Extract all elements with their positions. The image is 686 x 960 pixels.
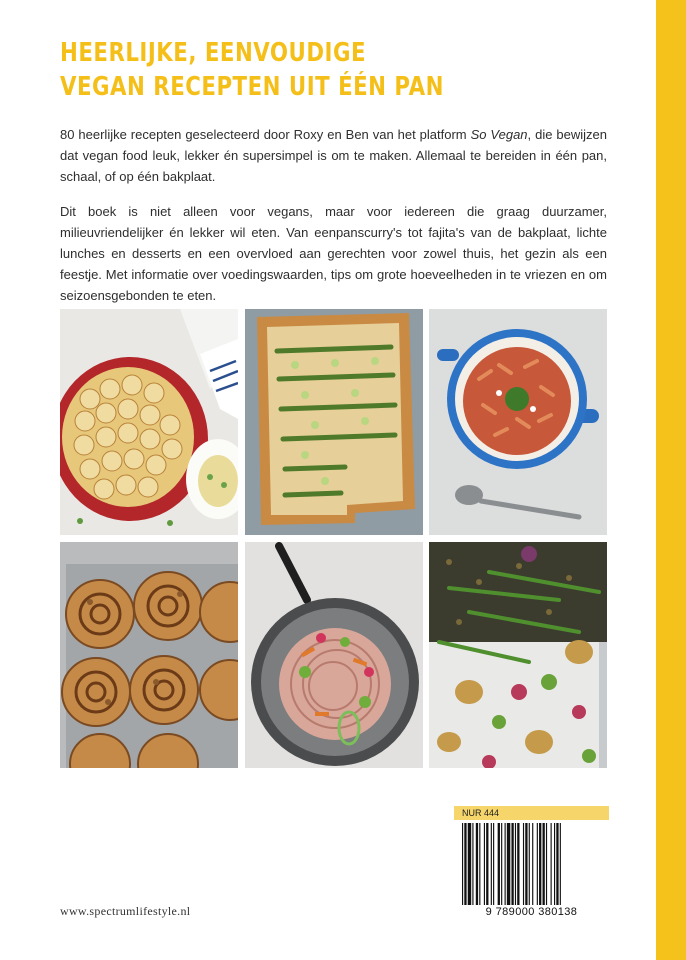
intro-paragraph-2: Dit boek is niet alleen voor vegans, maar voor iedereen die graag duurzamer, milieuvriendelijker én lekker wil eten. Van eenpanscurry's tot fajita's van de bakplaat, lichte lunches en desserts en een overvloed aan gerechten voor zowel thuis, het gezin als een feestje. Met informatie over voedingswaarden, tips om grote hoeveelheden in te vriezen en om seizoensgebonden te eten.	[60, 204, 607, 303]
platform-name: So Vegan	[470, 127, 528, 142]
photo-potato-gratin	[60, 309, 238, 535]
intro-text	[60, 124, 607, 320]
barcode-graphic	[460, 823, 603, 905]
intro-p1-start: 80 heerlijke recepten geselecteerd door Roxy en Ben van het platform	[60, 127, 471, 142]
photo-pasta-pan	[429, 309, 607, 535]
isbn-number: 9 789000 380138	[485, 906, 578, 918]
intro-p1-end: , die bewijzen dat vegan food leuk, lekker én supersimpel is om te maken. Allemaal te bereiden in één pan, schaal, of op één bakplaat.	[60, 127, 607, 184]
intro-paragraph-1	[60, 124, 607, 187]
publisher-website: www.spectrumlifestyle.nl	[60, 904, 191, 918]
photo-noodle-wok	[245, 542, 423, 768]
headline-line-2: VEGAN RECEPTEN UIT ÉÉN PAN	[60, 72, 444, 102]
photo-grid	[60, 309, 607, 768]
photo-roasted-vegetables	[429, 542, 607, 768]
headline	[60, 36, 519, 104]
headline-line-1: HEERLIJKE, EENVOUDIGE	[60, 38, 367, 68]
yellow-spine-bar	[656, 0, 686, 960]
barcode-panel	[454, 806, 609, 921]
photo-asparagus-tart	[245, 309, 423, 535]
nur-code-label: NUR 444	[454, 806, 609, 820]
photo-cinnamon-rolls	[60, 542, 238, 768]
